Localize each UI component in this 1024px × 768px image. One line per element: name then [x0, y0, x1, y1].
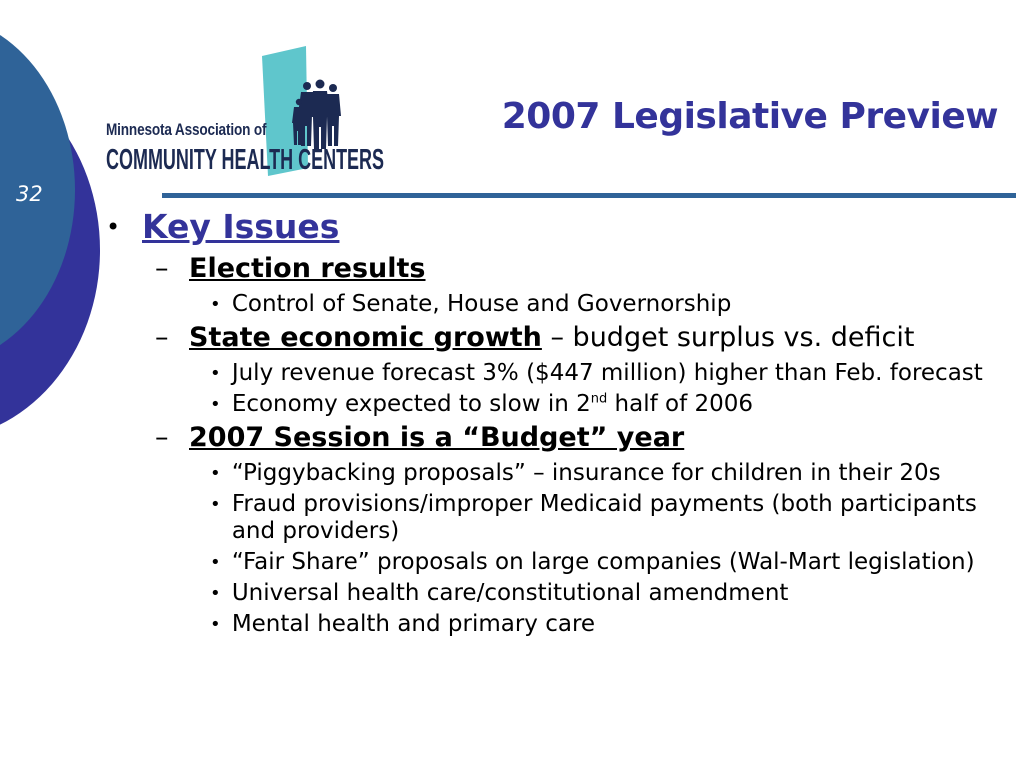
dash: –: [155, 253, 169, 284]
sub-bullet-text: Control of Senate, House and Governorship: [231, 291, 732, 317]
section-text: [189, 251, 426, 287]
bullet: •: [210, 294, 221, 315]
slide-number: 32: [16, 182, 43, 206]
section-heading-text: 2007 Session is a “Budget” year: [189, 422, 685, 453]
bullet: •: [210, 494, 221, 515]
sub-bullet-item: [210, 460, 1015, 487]
bullet: •: [210, 552, 221, 573]
sub-bullet-text: Universal health care/constitutional amendment: [231, 580, 789, 606]
superscript: nd: [590, 391, 608, 407]
sub-bullet-item: [210, 491, 1015, 545]
sub-bullet-text: “Fair Share” proposals on large companies (Wal-Mart legislation): [231, 549, 975, 575]
section-text: [189, 420, 684, 456]
bullet: •: [210, 394, 221, 415]
sub-bullet-item: [210, 391, 1015, 418]
section-heading-text: Election results: [189, 253, 426, 284]
sections-list: [100, 251, 1015, 638]
sub-bullet-item: [210, 580, 1015, 607]
section-heading: [155, 420, 1015, 456]
bullet: •: [106, 213, 121, 241]
bullet: •: [210, 614, 221, 635]
bullet: •: [210, 363, 221, 384]
sub-bullet-text: Fraud provisions/improper Medicaid payments (both participants and providers): [231, 491, 977, 544]
sub-bullet-text: [232, 391, 1015, 418]
section-suffix: – budget surplus vs. deficit: [541, 322, 915, 353]
text-part: Economy expected to slow in 2: [231, 391, 591, 417]
section-text: [189, 320, 914, 356]
key-issues-item: [106, 205, 1015, 249]
sub-bullet-text: “Piggybacking proposals” – insurance for children in their 20s: [231, 460, 941, 486]
logo-text-chc: COMMUNITY HEALTH CENTERS: [106, 144, 385, 176]
dash: –: [155, 422, 169, 453]
bullet: •: [210, 463, 221, 484]
key-issues-link[interactable]: Key Issues: [142, 207, 340, 246]
logo-text-association: Minnesota Association of: [106, 120, 267, 139]
sub-bullet-text: July revenue forecast 3% ($447 million) higher than Feb. forecast: [231, 360, 983, 386]
sub-bullet-text: Mental health and primary care: [231, 611, 596, 637]
sub-bullet-item: [210, 549, 1015, 576]
bullet: •: [210, 583, 221, 604]
mach-logo: [104, 46, 385, 186]
section-heading-text: State economic growth: [189, 322, 542, 353]
slide-content: [100, 205, 1015, 638]
dash: –: [155, 322, 169, 353]
sub-bullet-item: [210, 611, 1015, 638]
section-heading: [155, 251, 1015, 287]
title-rule: [162, 193, 1016, 198]
section-heading: [155, 320, 1015, 356]
sub-bullet-item: [210, 360, 1015, 387]
sub-bullet-item: [210, 291, 1015, 318]
text-part: half of 2006: [607, 391, 754, 417]
slide-title: 2007 Legislative Preview: [501, 96, 998, 137]
